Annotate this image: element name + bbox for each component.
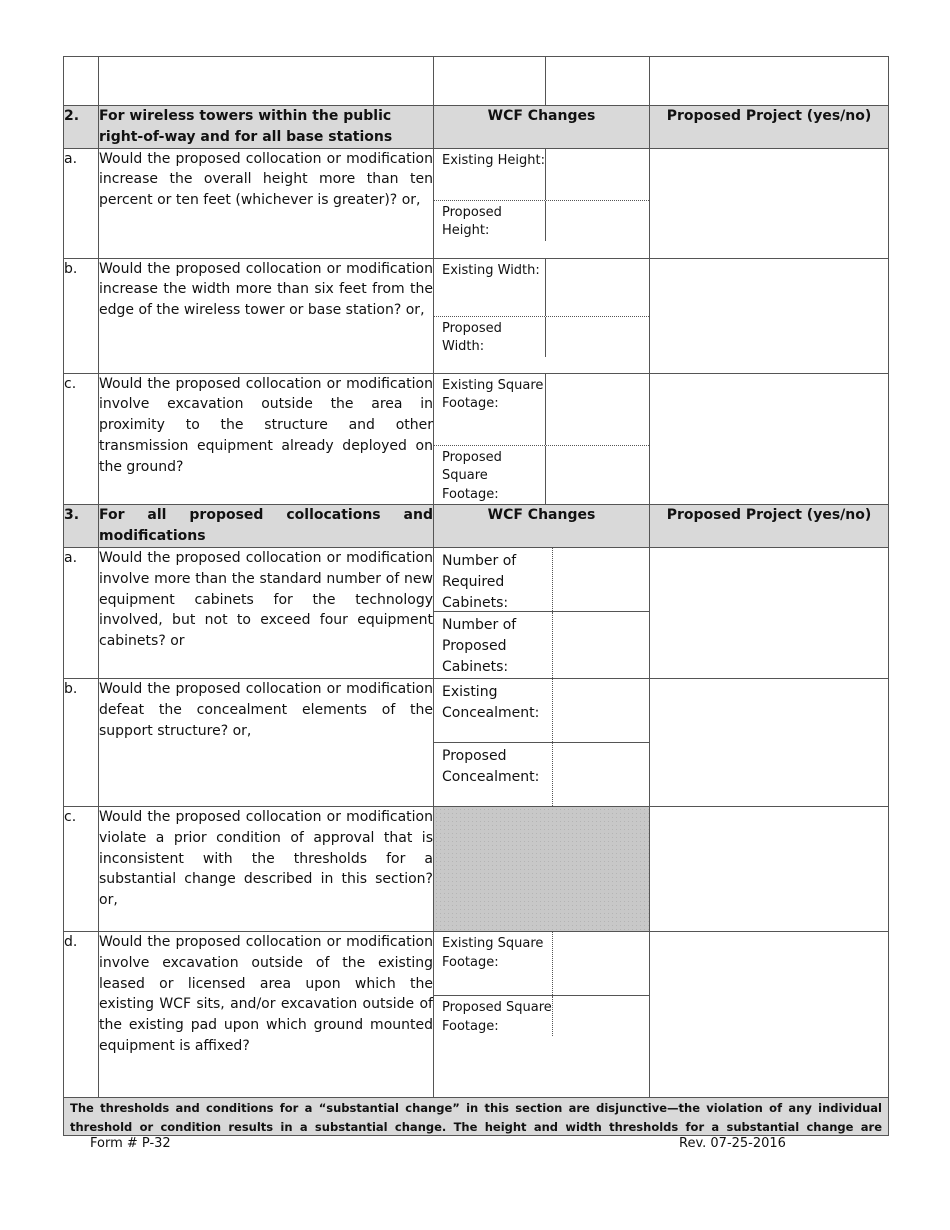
wcf-changes-cell	[434, 148, 650, 258]
proposed-value-field[interactable]	[546, 201, 649, 241]
yes-no-answer-field[interactable]	[650, 807, 889, 932]
proposed-label: Proposed Concealment:	[434, 743, 553, 806]
wcf-changes-cell	[434, 548, 650, 679]
wcf-changes-cell	[434, 679, 650, 807]
yes-no-answer-field[interactable]	[650, 548, 889, 679]
question-row-3b	[64, 679, 889, 807]
footnote-row	[64, 1098, 889, 1136]
existing-value-field[interactable]	[553, 548, 649, 611]
question-text: Would the proposed collocation or modification increase the overall height more than ten percent or ten feet (whichever is greater)? or,	[99, 148, 434, 258]
section-title: For all proposed collocations and modifications	[99, 505, 434, 548]
question-text: Would the proposed collocation or modification involve more than the standard number of new equipment cabinets for the technology involved, but not to exceed four equipment cabinets? or	[99, 548, 434, 679]
proposed-value-field[interactable]	[553, 612, 649, 678]
proposed-value-field[interactable]	[546, 317, 649, 357]
question-letter: c.	[64, 373, 99, 505]
wcf-changes-header: WCF Changes	[434, 505, 650, 548]
wcf-changes-cell	[434, 373, 650, 505]
proposed-label: Number of Proposed Cabinets:	[434, 612, 553, 678]
yes-no-answer-field[interactable]	[650, 932, 889, 1098]
yes-no-answer-field[interactable]	[650, 373, 889, 505]
proposed-value-field[interactable]	[546, 446, 649, 505]
existing-value-field[interactable]	[553, 679, 649, 742]
existing-label: Existing Width:	[434, 259, 546, 316]
question-text: Would the proposed collocation or modification violate a prior condition of approval that is inconsistent with the thresholds for a substantial change described in this section? or,	[99, 807, 434, 932]
form-number: Form # P-32	[90, 1136, 171, 1151]
existing-label: Number of Required Cabinets:	[434, 548, 553, 611]
question-text: Would the proposed collocation or modification increase the width more than six feet from the edge of the wireless tower or base station? or,	[99, 258, 434, 373]
wcf-form-table	[63, 56, 889, 1136]
footnote-cell	[64, 1098, 889, 1136]
blank-cell	[650, 57, 889, 106]
footnote-text: The thresholds and conditions for a “substantial change” in this section are disjunctive—the violation of any individual threshold or condition results in a substantial change. The height and width thresholds for a substantial change are	[70, 1101, 882, 1135]
section-title: For wireless towers within the public right-of-way and for all base stations	[99, 106, 434, 149]
section-2-header	[64, 106, 889, 149]
yes-no-answer-field[interactable]	[650, 148, 889, 258]
wcf-changes-cell	[434, 932, 650, 1098]
question-row-3c	[64, 807, 889, 932]
existing-value-field[interactable]	[546, 149, 649, 200]
question-text: Would the proposed collocation or modification defeat the concealment elements of the support structure? or,	[99, 679, 434, 807]
proposed-label: Proposed Square Footage:	[434, 996, 553, 1036]
existing-label: Existing Square Footage:	[434, 374, 546, 445]
section-number: 2.	[64, 106, 99, 149]
existing-value-field[interactable]	[553, 932, 649, 995]
section-3-header	[64, 505, 889, 548]
blank-cell	[546, 57, 650, 106]
question-row-3d	[64, 932, 889, 1098]
question-letter: d.	[64, 932, 99, 1098]
blank-cell	[64, 57, 99, 106]
revision-date: Rev. 07-25-2016	[679, 1136, 786, 1151]
question-letter: c.	[64, 807, 99, 932]
question-letter: a.	[64, 148, 99, 258]
blank-cell	[434, 57, 546, 106]
question-text: Would the proposed collocation or modification involve excavation outside of the existing leased or licensed area upon which the existing WCF sits, and/or excavation outside of the existing pad upon which ground mounted equipment is affixed?	[99, 932, 434, 1098]
yes-no-answer-field[interactable]	[650, 258, 889, 373]
proposed-label: Proposed Height:	[434, 201, 546, 241]
wcf-changes-cell	[434, 258, 650, 373]
wcf-changes-header: WCF Changes	[434, 106, 650, 149]
proposed-project-header: Proposed Project (yes/no)	[650, 106, 889, 149]
question-text: Would the proposed collocation or modification involve excavation outside the area in proximity to the structure and other transmission equipment already deployed on the ground?	[99, 373, 434, 505]
proposed-value-field[interactable]	[553, 743, 649, 806]
question-row-2c	[64, 373, 889, 505]
question-letter: b.	[64, 679, 99, 807]
existing-value-field[interactable]	[546, 259, 649, 316]
existing-label: Existing Square Footage:	[434, 932, 553, 995]
proposed-label: Proposed Width:	[434, 317, 546, 357]
section-number: 3.	[64, 505, 99, 548]
proposed-project-header: Proposed Project (yes/no)	[650, 505, 889, 548]
existing-label: Existing Height:	[434, 149, 546, 200]
existing-label: Existing Concealment:	[434, 679, 553, 742]
blank-top-row	[64, 57, 889, 106]
existing-value-field[interactable]	[546, 374, 649, 445]
question-letter: b.	[64, 258, 99, 373]
question-row-2b	[64, 258, 889, 373]
shaded-not-applicable-cell	[434, 807, 650, 932]
question-row-3a	[64, 548, 889, 679]
question-row-2a	[64, 148, 889, 258]
yes-no-answer-field[interactable]	[650, 679, 889, 807]
question-letter: a.	[64, 548, 99, 679]
proposed-value-field[interactable]	[553, 996, 649, 1036]
proposed-label: Proposed Square Footage:	[434, 446, 546, 505]
blank-cell	[99, 57, 434, 106]
